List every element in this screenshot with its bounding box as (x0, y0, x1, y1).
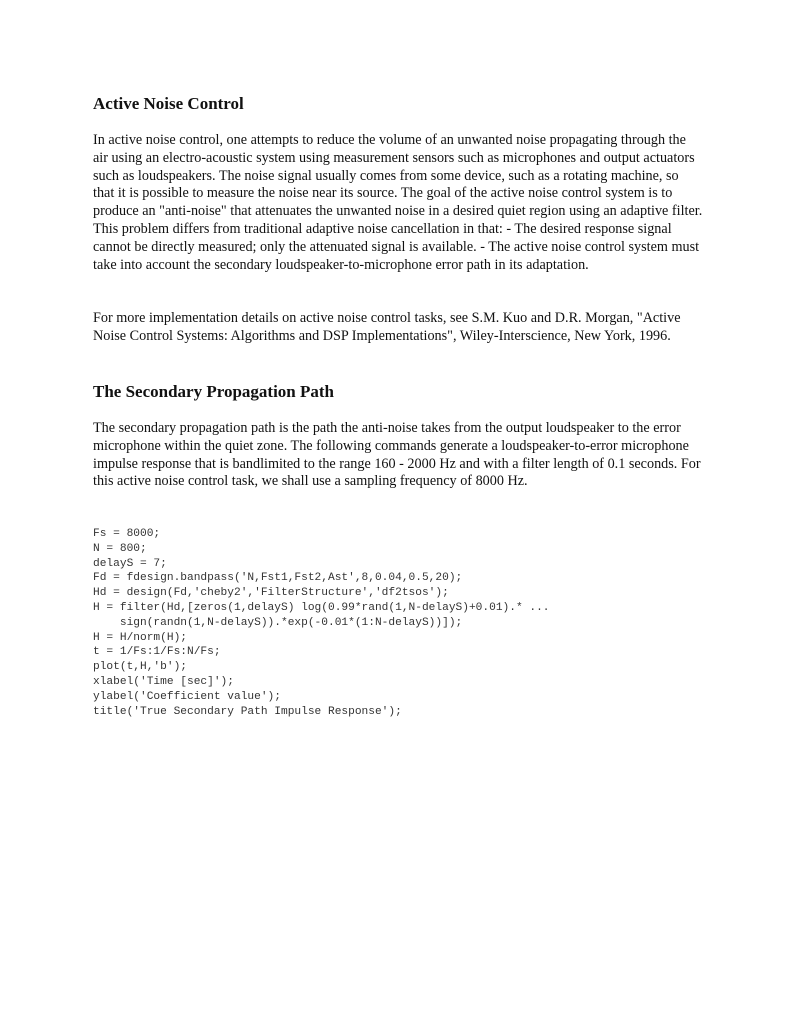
code-line: xlabel('Time [sec]'); (93, 675, 234, 688)
reference-paragraph: For more implementation details on active noise control tasks, see S.M. Kuo and D.R. Morgan, "Active Noise Control Systems: Algorithms and DSP Implementations", Wiley-Interscience, New York, 1996. (93, 310, 681, 344)
code-line: Fs = 8000; (93, 528, 161, 540)
intro-paragraph: In active noise control, one attempts to reduce the volume of an unwanted noise propagating through the air using an electro-acoustic system using measurement sensors such as microphones and output actuators such as loudspeakers. The noise signal usually comes from some device, such as a rotating machine, so that it is possible to measure the noise near its source. The goal of the active noise control system is to produce an "anti-noise" that attenuates the unwanted noise in a desired quiet region using an adaptive filter. This problem differs from traditional adaptive noise cancellation in that: - The desired response signal cannot be directly measured; only the attenuated signal is available. - The active noise control system must take into account the secondary loudspeaker-to-microphone error path in its adaptation. (93, 132, 703, 273)
code-line: title('True Secondary Path Impulse Response'); (93, 705, 402, 718)
secondary-path-paragraph: The secondary propagation path is the path the anti-noise takes from the output loudspeaker to the error microphone within the quiet zone. The following commands generate a loudspeaker-to-error microphone impulse response that is bandlimited to the range 160 - 2000 Hz and with a filter length of 0.1 seconds. For this active noise control task, we shall use a sampling frequency of 8000 Hz. (93, 420, 701, 490)
code-line: N = 800; (93, 542, 147, 555)
code-line: H = H/norm(H); (93, 631, 187, 644)
code-line: Fd = fdesign.bandpass('N,Fst1,Fst2,Ast',8,0.04,0.5,20); (93, 572, 463, 585)
code-line: plot(t,H,'b'); (93, 661, 187, 674)
code-line: H = filter(Hd,[zeros(1,delayS) log(0.99*rand(1,N-delayS)+0.01).* ... (93, 601, 550, 614)
code-line: Hd = design(Fd,'cheby2','FilterStructure','df2tsos'); (93, 587, 449, 600)
section-heading-active-noise-control: Active Noise Control (93, 94, 244, 113)
code-line: t = 1/Fs:1/Fs:N/Fs; (93, 646, 221, 659)
code-line: delayS = 7; (93, 557, 167, 570)
code-line: sign(randn(1,N-delayS)).*exp(-0.01*(1:N-delayS))]); (93, 616, 463, 629)
code-line: ylabel('Coefficient value'); (93, 690, 281, 703)
code-block (93, 527, 550, 719)
section-heading-secondary-path: The Secondary Propagation Path (93, 382, 335, 401)
